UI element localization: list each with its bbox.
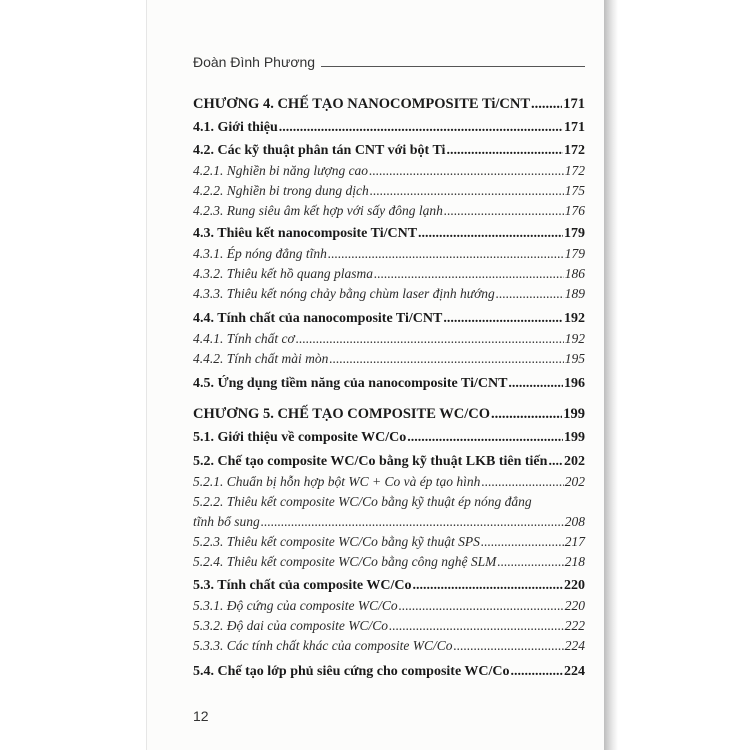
toc-page: 192	[564, 331, 585, 346]
toc-label: 5.2.4. Thiêu kết composite WC/Co bằng công nghệ SLM	[193, 554, 497, 569]
toc-page: 222	[564, 618, 585, 633]
leader-dots	[481, 473, 563, 490]
leader-dots	[443, 310, 563, 327]
toc-label: 4.5. Ứng dụng tiềm năng của nanocomposite Ti/CNT	[193, 376, 508, 391]
leader-dots	[531, 96, 562, 113]
toc-entry-5-3-2	[193, 617, 585, 634]
leader-dots	[481, 533, 564, 550]
leader-dots	[444, 202, 564, 219]
leader-dots	[446, 142, 563, 159]
page-number: 12	[193, 708, 209, 724]
toc-entry-chapter-4	[193, 96, 585, 113]
header-rule	[321, 66, 585, 67]
toc-entry-5-1	[193, 429, 585, 446]
leader-dots	[399, 597, 564, 614]
toc-page: 220	[564, 598, 585, 613]
toc-page: 202	[564, 474, 585, 489]
toc-label: 5.2.3. Thiêu kết composite WC/Co bằng kỹ thuật SPS	[193, 534, 480, 549]
toc-entry-4-2-2	[193, 182, 585, 199]
toc-page: 202	[564, 454, 585, 469]
toc-label: 4.3. Thiêu kết nanocomposite Ti/CNT	[193, 226, 418, 241]
toc-label: 4.3.1. Ép nóng đẳng tĩnh	[193, 246, 327, 261]
toc-label: 5.3.1. Độ cứng của composite WC/Co	[193, 598, 398, 613]
toc-entry-4-4-2	[193, 350, 585, 367]
leader-dots	[370, 182, 564, 199]
running-header	[193, 48, 585, 70]
leader-dots	[508, 375, 563, 392]
page-edge-shadow	[604, 0, 618, 750]
toc-page: 186	[564, 266, 585, 281]
toc-label: 5.3.3. Các tính chất khác của composite WC/Co	[193, 638, 453, 653]
leader-dots	[389, 617, 564, 634]
toc-page: 171	[563, 96, 585, 112]
toc-label: 4.3.3. Thiêu kết nóng chảy bằng chùm laser định hướng	[193, 286, 495, 301]
leader-dots	[496, 285, 564, 302]
toc-entry-5-2-1	[193, 473, 585, 490]
toc-label: 4.2.1. Nghiền bi năng lượng cao	[193, 163, 369, 178]
leader-dots	[261, 513, 564, 530]
toc-page: 189	[564, 286, 585, 301]
toc-entry-5-2	[193, 453, 585, 470]
toc-page: 195	[564, 351, 585, 366]
leader-dots	[407, 429, 563, 446]
toc-label: 5.2. Chế tạo composite WC/Co bằng kỹ thuật LKB tiên tiến	[193, 454, 548, 469]
toc-entry-4-3-1	[193, 245, 585, 262]
toc-label: CHƯƠNG 4. CHẾ TẠO NANOCOMPOSITE Ti/CNT	[193, 96, 531, 112]
toc-page: 179	[564, 246, 585, 261]
leader-dots	[328, 245, 564, 262]
toc-page: 217	[564, 534, 585, 549]
toc-label: 4.2.3. Rung siêu âm kết hợp với sấy đông lạnh	[193, 203, 443, 218]
toc-label: 4.4.2. Tính chất mài mòn	[193, 351, 329, 366]
toc-entry-4-3	[193, 225, 585, 242]
toc-page: 192	[564, 311, 585, 326]
toc-label: 5.3. Tính chất của composite WC/Co	[193, 578, 412, 593]
toc-page: 172	[564, 163, 585, 178]
toc-page: 224	[564, 638, 585, 653]
leader-dots	[491, 406, 562, 423]
toc-page: 196	[564, 376, 585, 391]
toc-page: 199	[563, 406, 585, 422]
toc-page: 171	[564, 120, 585, 135]
leader-dots	[548, 453, 563, 470]
toc-label: 4.1. Giới thiệu	[193, 120, 278, 135]
leader-dots	[497, 553, 563, 570]
leader-dots	[296, 330, 564, 347]
toc-page: 175	[564, 183, 585, 198]
toc-label: 5.4. Chế tạo lớp phủ siêu cứng cho composite WC/Co	[193, 664, 510, 679]
toc-entry-4-4	[193, 310, 585, 327]
toc-label: 4.2. Các kỹ thuật phân tán CNT với bột Ti	[193, 143, 446, 158]
toc-entry-4-3-3	[193, 285, 585, 302]
toc-page: 224	[564, 664, 585, 679]
leader-dots	[279, 119, 563, 136]
toc-label: 5.2.2. Thiêu kết composite WC/Co bằng kỹ thuật ép nóng đẳng	[193, 494, 532, 509]
toc-label-continuation: tĩnh bổ sung	[193, 514, 260, 529]
toc-entry-5-2-3	[193, 533, 585, 550]
toc-entry-chapter-5	[193, 406, 585, 423]
toc-label-continuation-line	[193, 513, 585, 530]
toc-label: 4.4. Tính chất của nanocomposite Ti/CNT	[193, 311, 443, 326]
toc-entry-5-4	[193, 663, 585, 680]
leader-dots	[418, 225, 563, 242]
toc-label: 5.1. Giới thiệu về composite WC/Co	[193, 430, 407, 445]
leader-dots	[511, 663, 563, 680]
toc-entry-5-3-3	[193, 637, 585, 654]
toc-entry-4-3-2	[193, 265, 585, 282]
author-name: Đoàn Đình Phương	[193, 54, 316, 70]
toc-page: 199	[564, 430, 585, 445]
toc-page: 176	[564, 203, 585, 218]
toc-label: CHƯƠNG 5. CHẾ TẠO COMPOSITE WC/CO	[193, 406, 491, 422]
toc-entry-5-2-4	[193, 553, 585, 570]
leader-dots	[329, 350, 563, 367]
toc-entry-5-2-2	[193, 493, 585, 530]
leader-dots	[369, 162, 564, 179]
toc-page: 172	[564, 143, 585, 158]
toc-label: 5.3.2. Độ dai của composite WC/Co	[193, 618, 388, 633]
toc-page: 220	[564, 578, 585, 593]
toc-page: 208	[564, 514, 585, 529]
toc-entry-5-3-1	[193, 597, 585, 614]
toc-label: 5.2.1. Chuẩn bị hỗn hợp bột WC + Co và ép tạo hình	[193, 474, 481, 489]
toc-entry-4-2-1	[193, 162, 585, 179]
toc-page: 179	[564, 226, 585, 241]
toc-label: 4.3.2. Thiêu kết hồ quang plasma	[193, 266, 373, 281]
toc-entry-4-1	[193, 119, 585, 136]
leader-dots	[453, 637, 563, 654]
leader-dots	[412, 577, 563, 594]
toc-label: 4.2.2. Nghiền bi trong dung dịch	[193, 183, 369, 198]
toc-entry-4-2-3	[193, 202, 585, 219]
toc-label: 4.4.1. Tính chất cơ	[193, 331, 295, 346]
toc-entry-4-5	[193, 375, 585, 392]
toc-page: 218	[564, 554, 585, 569]
leader-dots	[374, 265, 564, 282]
toc-entry-5-3	[193, 577, 585, 594]
toc-entry-4-4-1	[193, 330, 585, 347]
toc-entry-4-2	[193, 142, 585, 159]
